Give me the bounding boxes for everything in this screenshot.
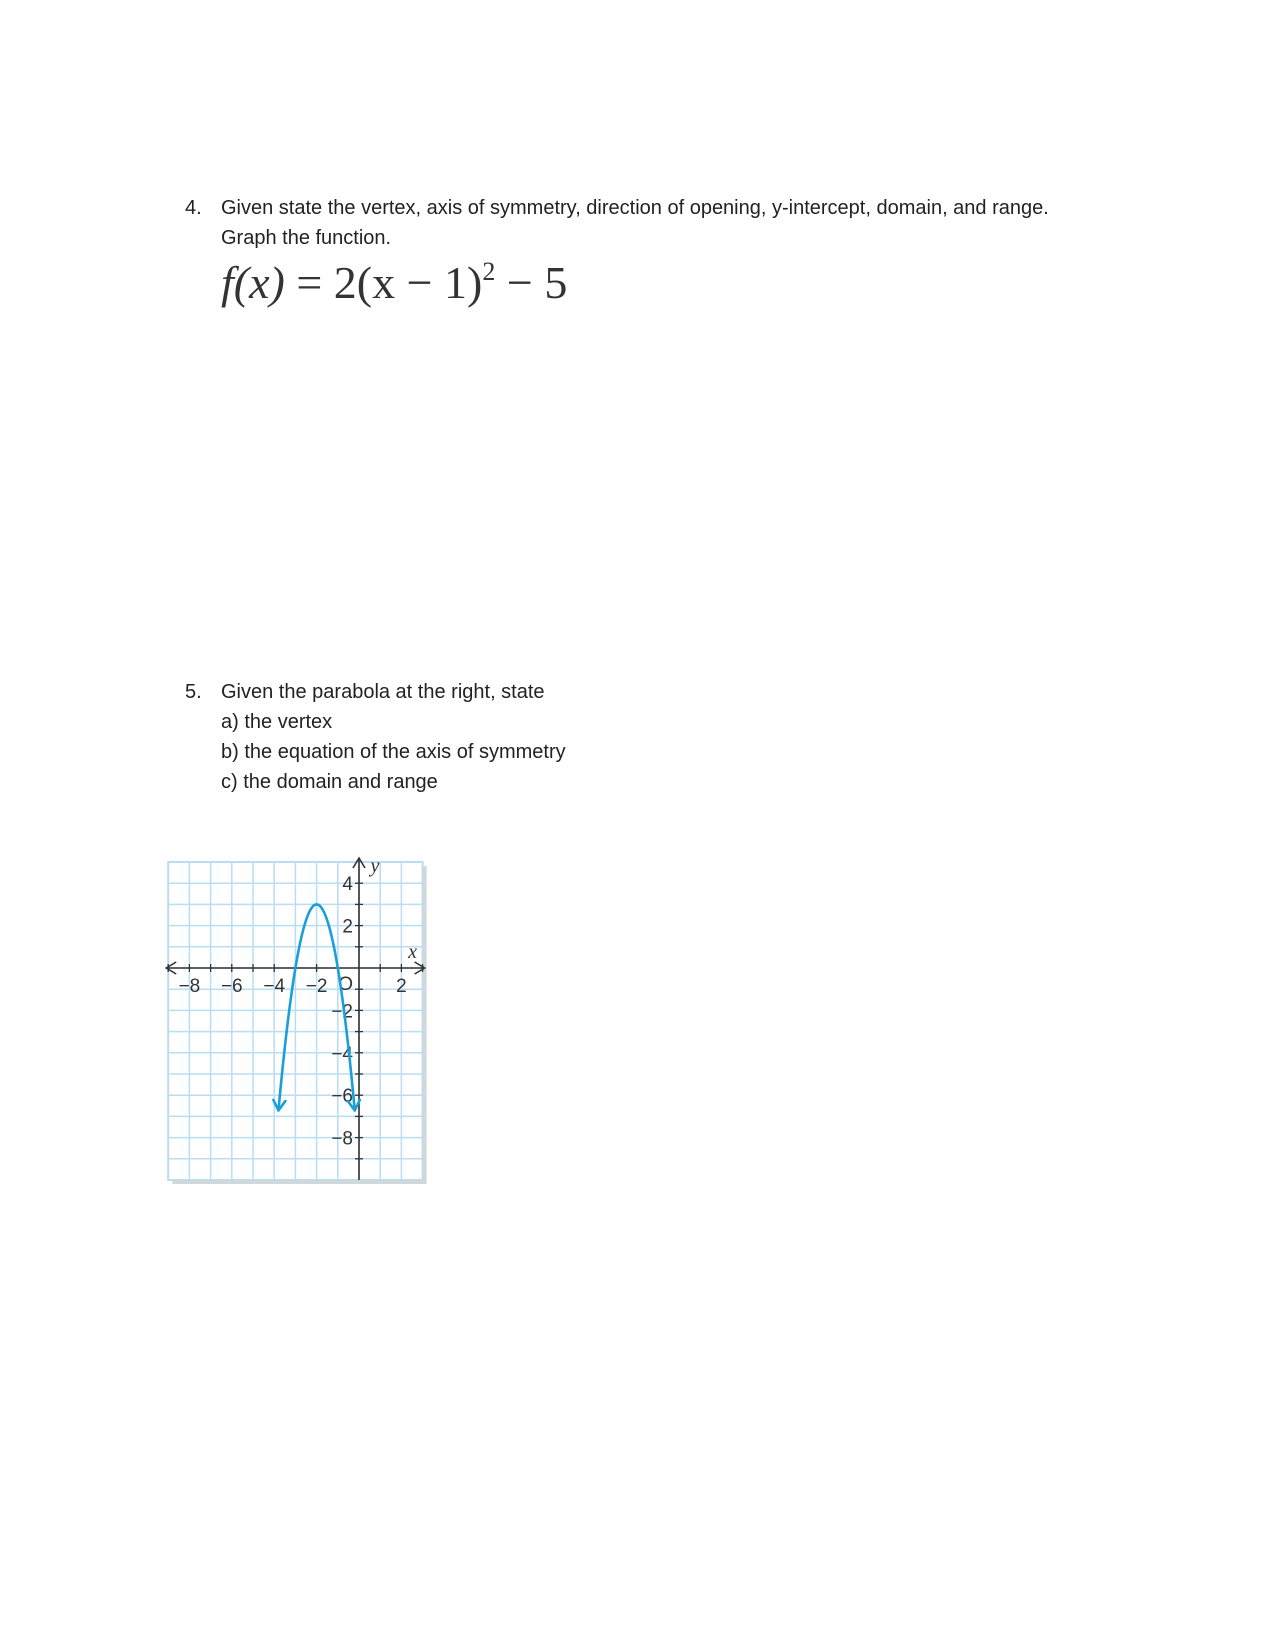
question-part-a: a) the vertex	[221, 711, 333, 733]
parabola-graph-svg	[158, 852, 448, 1212]
x-tick-label: 2	[396, 976, 407, 997]
y-tick-label: 4	[342, 874, 353, 896]
x-axis-name: x	[408, 941, 418, 963]
x-tick-label: −4	[263, 976, 286, 997]
question-number: 5.	[185, 681, 202, 703]
x-tick-label: −6	[220, 976, 243, 997]
question-part-c: c) the domain and range	[221, 771, 438, 793]
question-text-line1: Given state the vertex, axis of symmetry, direction of opening, y-intercept, domain, and range.	[221, 197, 1049, 219]
y-tick-label: 2	[342, 916, 353, 938]
y-tick-label: −2	[331, 1001, 353, 1023]
x-tick-label: −8	[178, 976, 201, 997]
question-part-b: b) the equation of the axis of symmetry	[221, 741, 566, 763]
y-tick-label: −6	[331, 1086, 353, 1108]
formula-lhs: f(x)	[221, 257, 285, 308]
y-tick-label: −8	[331, 1128, 353, 1150]
origin-label: O	[338, 974, 353, 995]
parabola-graph	[158, 852, 448, 1212]
question-4	[185, 193, 1049, 253]
y-tick-label: −4	[331, 1043, 353, 1065]
formula-body: = 2(x − 1)	[284, 257, 483, 308]
function-formula	[221, 256, 567, 309]
x-tick-label: −2	[305, 976, 328, 997]
question-5	[185, 677, 566, 797]
formula-exponent: 2	[482, 257, 496, 286]
formula-constant: − 5	[495, 257, 568, 308]
question-number: 4.	[185, 197, 202, 219]
question-text-line2: Graph the function.	[221, 227, 392, 249]
y-axis-name: y	[370, 855, 380, 877]
question-text-line1: Given the parabola at the right, state	[221, 681, 545, 703]
